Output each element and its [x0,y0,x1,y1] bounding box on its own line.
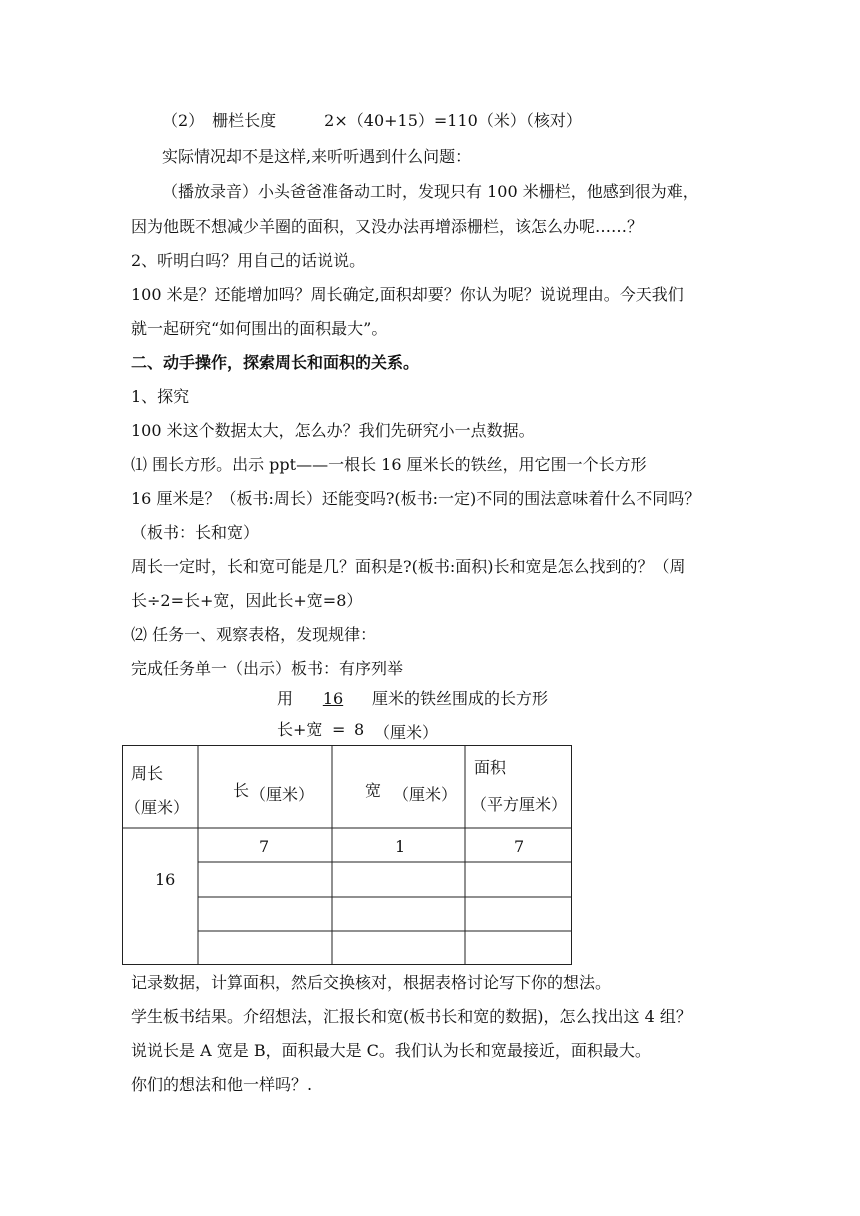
paragraph-line: 因为他既不想减少羊圈的面积，又没办法再增添栅栏，该怎么办呢……？ [131,217,644,236]
paragraph-line: 长÷2=长+宽，因此长+宽=8） [131,591,363,610]
header-width-unit: （厘米） [393,785,458,804]
paragraph-line: 周长一定时，长和宽可能是几？面积是?(板书:面积)长和宽是怎么找到的？（周 [131,557,686,576]
header-length-unit: （厘米） [250,785,315,804]
paragraph-line: （2） 栅栏长度 2×（40+15）=110（米）（核对） [162,111,582,130]
paragraph-line: （播放录音）小头爸爸准备动工时，发现只有 100 米栅栏，他感到很为难， [162,182,699,201]
sum-label: 长+宽 [277,720,323,739]
caption-value: 16 [322,689,344,708]
paragraph-line: 100 米是？还能增加吗？周长确定,面积却要？你认为呢？说说理由。今天我们 [131,285,684,304]
header-width: 宽 [365,781,382,800]
paragraph-line: 就一起研究“如何围出的面积最大”。 [131,319,388,338]
paragraph-line: ⑵ 任务一、观察表格，发现规律： [131,625,377,644]
sum-unit: （厘米） [374,723,439,742]
header-length: 长 [233,781,250,800]
paragraph-line: 16 厘米是？（板书:周长）还能变吗?(板书:一定)不同的围法意味着什么不同吗？ [131,489,701,508]
paragraph-line: （板书：长和宽） [131,523,260,542]
paragraph-line: 2、听明白吗？用自己的话说说。 [131,251,366,270]
caption-prefix: 用 [277,689,294,708]
caption-suffix: 厘米的铁丝围成的长方形 [372,689,549,708]
header-perimeter-unit: （厘米） [125,798,190,817]
paragraph-line: 你们的想法和他一样吗？. [131,1075,313,1094]
header-perimeter: 周长 [131,764,164,783]
paragraph-line: 完成任务单一（出示）板书：有序列举 [131,659,404,678]
sum-value: 8 [354,720,365,739]
paragraph-line: 说说长是 A 宽是 B，面积最大是 C。我们认为长和宽最接近，面积最大。 [131,1041,651,1060]
section-heading: 二、动手操作，探索周长和面积的关系。 [131,353,420,372]
header-area-unit: （平方厘米） [471,795,568,814]
cell-width: 1 [395,837,406,856]
sum-equals: = [332,720,346,739]
paragraph-line: 学生板书结果。介绍想法，汇报长和宽(板书长和宽的数据)，怎么找出这 4 组？ [131,1007,692,1026]
cell-length: 7 [259,837,270,856]
data-table [122,745,572,965]
perimeter-value: 16 [155,870,176,889]
paragraph-line: 100 米这个数据太大，怎么办？我们先研究小一点数据。 [131,421,535,440]
paragraph-line: ⑴ 围长方形。出示 ppt——一根长 16 厘米长的铁丝，用它围一个长方形 [131,455,647,474]
header-area: 面积 [474,758,507,777]
paragraph-line: 实际情况却不是这样,来听听遇到什么问题： [162,147,472,166]
cell-area: 7 [514,837,525,856]
paragraph-line: 记录数据，计算面积，然后交换核对，根据表格讨论写下你的想法。 [131,973,612,992]
subsection-heading: 1、探究 [131,387,190,406]
